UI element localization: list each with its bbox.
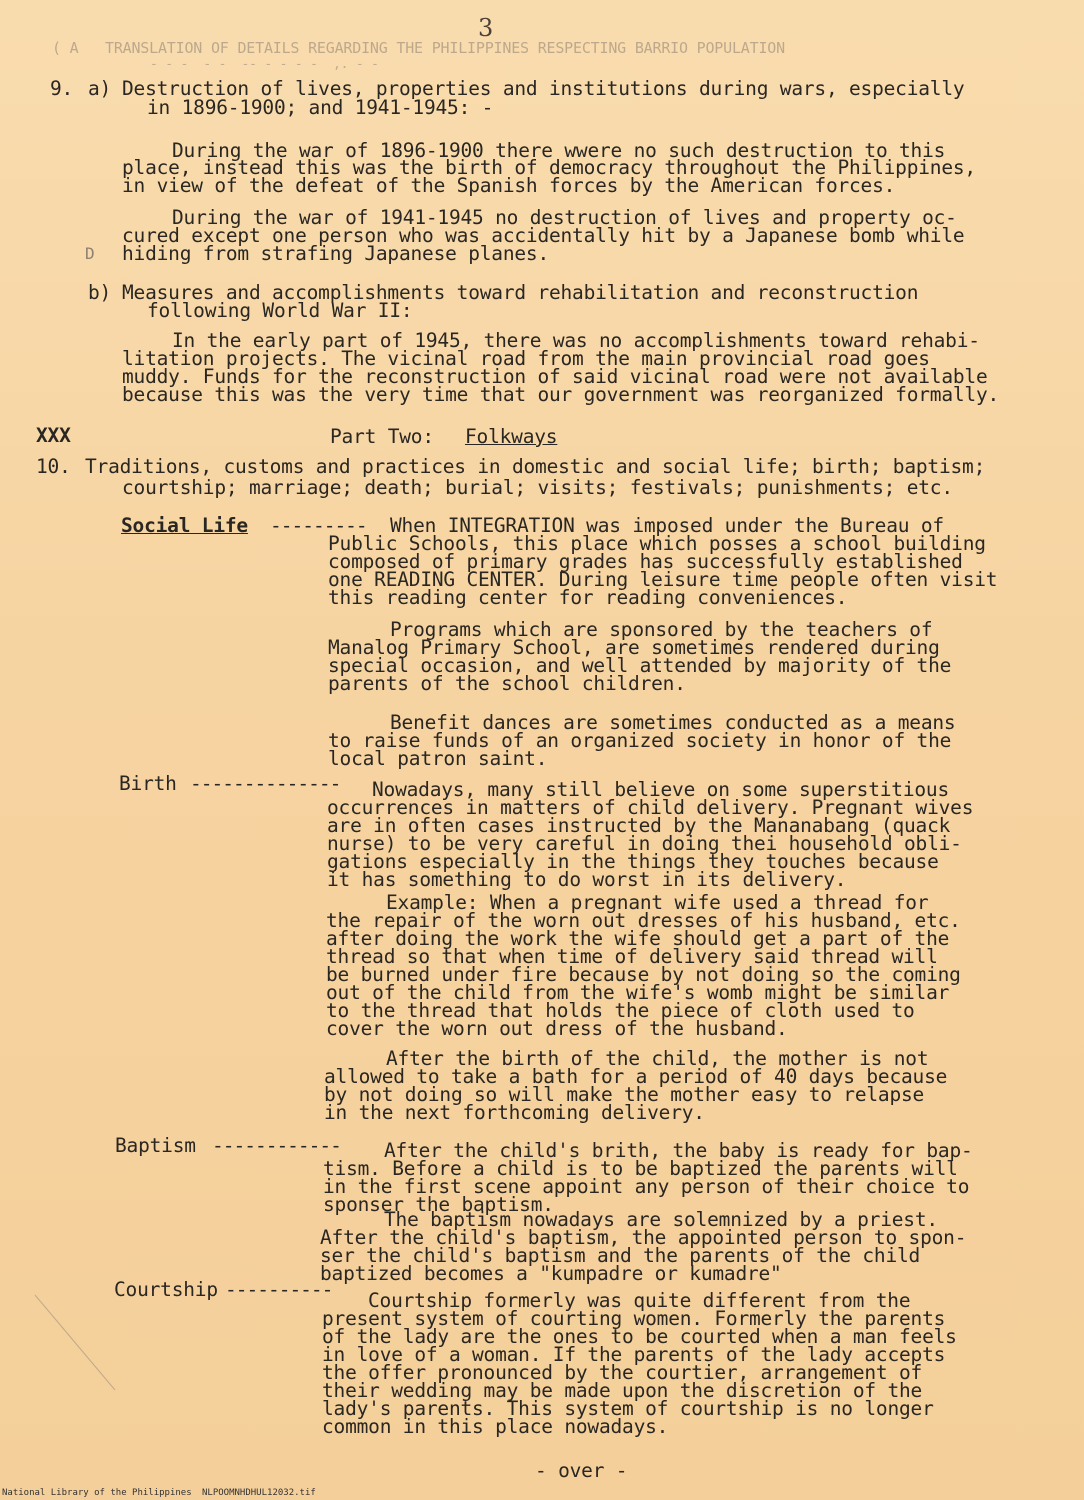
baptism-para2-line: ser the child's baptism and the parents of the child	[320, 1244, 921, 1267]
baptism-line: tism. Before a child is to be baptized the parents will	[323, 1157, 958, 1180]
baptism-label: Baptism	[115, 1134, 196, 1157]
item-9a-label: a)	[88, 77, 112, 100]
baptism-line: in the first scene appoint any person of their choice to	[323, 1175, 970, 1198]
birth-example-line: to the thread that holds the piece of cloth used to	[326, 999, 915, 1022]
social-life-line: When INTEGRATION was imposed under the Bureau of	[390, 514, 944, 537]
item-9a-heading-line1: Destruction of lives, properties and institutions during wars, especially	[122, 77, 965, 100]
item-9a-para1-line: place, instead this was the birth of democracy throughout the Philippines,	[122, 156, 976, 179]
struck-mark: XXX	[36, 424, 71, 447]
birth-line: are in often cases instructed by the Mananabang (quack	[327, 814, 951, 837]
faded-header-line-1: ( A TRANSLATION OF DETAILS REGARDING THE PHILIPPINES RESPECTING BARRIO POPULATION	[52, 39, 785, 57]
social-life-para2-line: Programs which are sponsored by the teachers of	[390, 618, 933, 641]
birth-example-line: cover the worn out dress of the husband.	[326, 1017, 788, 1040]
birth-line: gations especially in the things they touches because	[327, 850, 939, 873]
footer-filename: NLPOOMNHDHUL12032.tif	[202, 1488, 316, 1498]
courtship-line: common in this place nowadays.	[322, 1415, 669, 1438]
birth-example-line: Example: When a pregnant wife used a thread for	[386, 891, 929, 914]
courtship-line: of the lady are the ones to be courted when a man feels	[322, 1325, 957, 1348]
part-two-label: Part Two:	[330, 425, 434, 448]
item-9b-para-line: muddy. Funds for the reconstruction of said vicinal road were not available	[122, 365, 988, 388]
birth-para3-line: in the next forthcoming delivery.	[324, 1101, 705, 1124]
part-two-title: Folkways	[465, 425, 558, 448]
birth-para3-line: After the birth of the child, the mother is not	[386, 1047, 929, 1070]
birth-example-line: out of the child from the wife's womb might be similar	[326, 981, 950, 1004]
item-9b-para-line: In the early part of 1945, there was no accomplishments toward rehabi-	[172, 329, 980, 352]
social-life-label: Social Life	[121, 514, 248, 537]
item-9b-label: b)	[88, 281, 112, 304]
social-life-para2-line: parents of the school children.	[328, 672, 686, 695]
item-9b-para-line: because this was the very time that our government was reorganized formally.	[122, 383, 1000, 406]
item-10-heading-line2: courtship; marriage; death; burial; visits; festivals; punishments; etc.	[122, 476, 953, 499]
item-9b-para-line: litation projects. The vicinal road from the main provincial road goes	[122, 347, 930, 370]
birth-line: nurse) to be very careful in doing thei household obli-	[327, 832, 962, 855]
baptism-line: sponser the baptism.	[323, 1193, 554, 1216]
baptism-line: After the child's brith, the baby is ready for bap-	[384, 1139, 973, 1162]
social-life-para3-line: to raise funds of an organized society in honor of the	[328, 729, 952, 752]
birth-para3-line: by not doing so will make the mother easy to relapse	[324, 1083, 925, 1106]
birth-example-line: after doing the work the wife should get a part of the	[326, 927, 950, 950]
pencil-stroke-decoration	[30, 1290, 120, 1400]
courtship-line: present system of courting women. Formerly the parents	[322, 1307, 946, 1330]
item-9b-heading-line1: Measures and accomplishments toward rehabilitation and reconstruction	[122, 281, 919, 304]
faded-header-line-2: - - - - - -- - - - - ,. - -	[150, 57, 379, 72]
birth-line: it has something to do worst in its delivery.	[327, 868, 847, 891]
social-life-para3-line: Benefit dances are sometimes conducted as a means	[390, 711, 956, 734]
social-life-line: this reading center for reading conveniences.	[328, 586, 848, 609]
item-9b-heading-line2: following World War II:	[147, 299, 413, 322]
birth-example-line: the repair of the worn out dresses of his husband, etc.	[326, 909, 961, 932]
item-9a-para2-line: cured except one person who was accidentally hit by a Japanese bomb while	[122, 224, 965, 247]
baptism-para2-line: baptized becomes a "kumpadre or kumadre"	[320, 1262, 782, 1285]
social-life-dashes: ---------	[270, 514, 367, 537]
item-9a-para2-line: hiding from strafing Japanese planes.	[122, 242, 549, 265]
social-life-line: composed of primary grades has successfully established	[328, 550, 963, 573]
courtship-line: their wedding may be made upon the discretion of the	[322, 1379, 923, 1402]
courtship-line: lady's parents. This system of courtship is no longer	[322, 1397, 934, 1420]
birth-para3-line: allowed to take a bath for a period of 40 days because	[324, 1065, 948, 1088]
birth-line: Nowadays, many still believe on some superstitious	[372, 778, 949, 801]
courtship-label: Courtship	[114, 1278, 218, 1301]
baptism-dashes: ------------	[212, 1134, 341, 1157]
footer-library: National Library of the Philippines	[2, 1488, 192, 1498]
courtship-dashes: ----------	[225, 1278, 333, 1301]
birth-example-line: be burned under fire because by not doing so the coming	[326, 963, 961, 986]
social-life-para2-line: special occasion, and well attended by majority of the	[328, 654, 952, 677]
item-9a-para1-line: During the war of 1896-1900 there wwere no such destruction to this	[172, 139, 946, 162]
birth-label: Birth	[119, 772, 177, 795]
margin-mark: D	[85, 244, 95, 263]
baptism-para2-line: After the child's baptism, the appointed person to spon-	[320, 1226, 967, 1249]
item-10-number: 10.	[36, 455, 71, 478]
courtship-line: in love of a woman. If the parents of the lady accepts	[322, 1343, 946, 1366]
item-9a-para2-line: During the war of 1941-1945 no destruction of lives and property oc-	[172, 206, 957, 229]
social-life-line: Public Schools, this place which posses a school building	[328, 532, 986, 555]
birth-example-line: thread so that when time of delivery said thread will	[326, 945, 938, 968]
birth-line: occurrences in matters of child delivery. Pregnant wives	[327, 796, 974, 819]
courtship-line: the offer pronounced by the courtier, arrangement of	[322, 1361, 923, 1384]
item-9-number: 9.	[50, 77, 74, 100]
social-life-line: one READING CENTER. During leisure time people often visit	[328, 568, 998, 591]
item-10-heading-line1: Traditions, customs and practices in domestic and social life; birth; baptism;	[85, 455, 986, 478]
social-life-para3-line: local patron saint.	[328, 747, 548, 770]
over-marker: - over -	[535, 1459, 628, 1482]
birth-dashes: --------------	[190, 772, 341, 795]
social-life-para2-line: Manalog Primary School, are sometimes rendered during	[328, 636, 940, 659]
baptism-para2-line: The baptism nowadays are solemnized by a priest.	[384, 1208, 938, 1231]
item-9a-para1-line: in view of the defeat of the Spanish forces by the American forces.	[122, 174, 896, 197]
page-number: 3	[478, 14, 494, 42]
item-9a-heading-line2: in 1896-1900; and 1941-1945: -	[147, 96, 494, 119]
courtship-line: Courtship formerly was quite different from the	[368, 1289, 911, 1312]
